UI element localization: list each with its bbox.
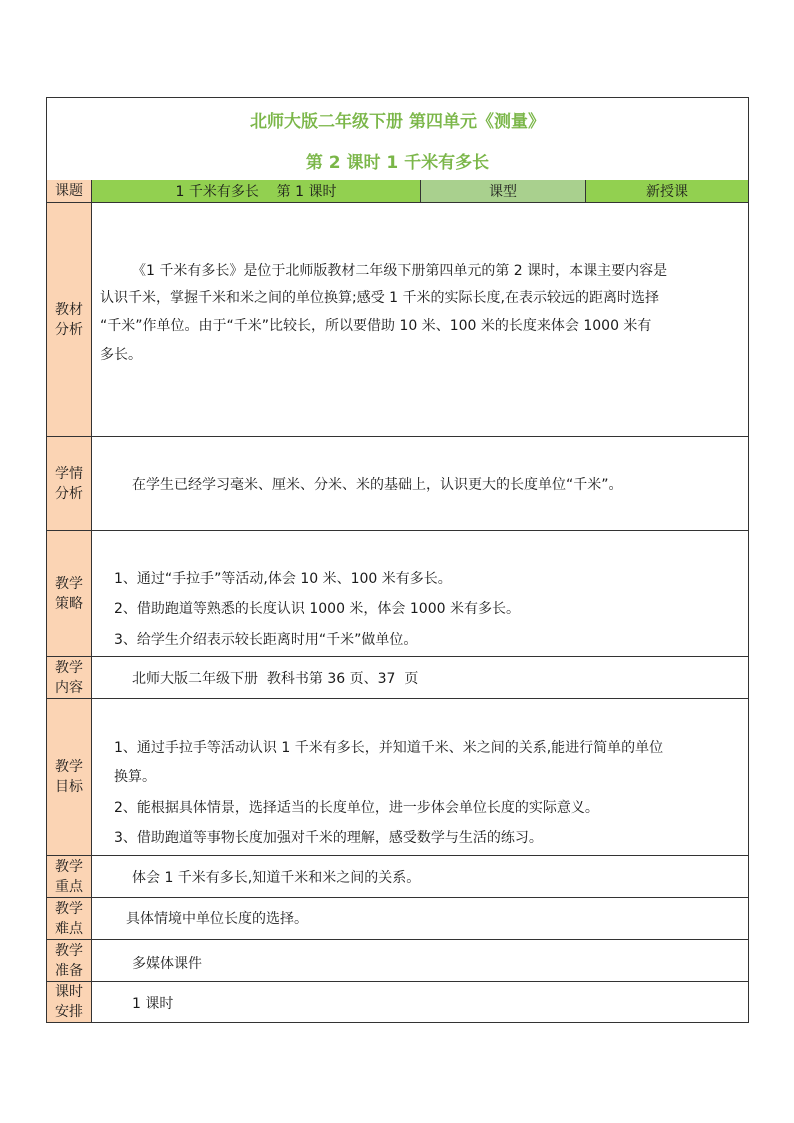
paragraph-line: 在学生已经学习毫米、厘米、分米、米的基础上，认识更大的长度单位“千米”。 [132, 477, 623, 493]
label-line: 重点 [55, 878, 83, 895]
label-line: 教学 [55, 659, 83, 676]
type-value-text: 新授课 [646, 184, 688, 200]
difficulty-label [47, 898, 92, 939]
key-point-content [92, 856, 748, 897]
preparation-content [92, 940, 748, 981]
paragraph-line: 认识千米，掌握千米和米之间的单位换算;感受 1 千米的实际长度,在表示较远的距离时选择 [100, 290, 659, 306]
label-line: 内容 [55, 679, 83, 696]
student-analysis-content [92, 437, 748, 530]
label-line: 分析 [55, 321, 83, 338]
title-block [47, 98, 748, 181]
label-line: 课时 [55, 984, 83, 1000]
topic-value-text: 1 千米有多长 第 1 课时 [175, 184, 337, 200]
teaching-content-row [47, 657, 748, 699]
material-analysis-content [92, 203, 748, 436]
list-item: 2、借助跑道等熟悉的长度认识 1000 米，体会 1000 米有多长。 [114, 601, 520, 617]
label-line: 教学 [55, 575, 83, 592]
preparation-row [47, 940, 748, 982]
document-subtitle: 第 2 课时 1 千米有多长 [305, 153, 490, 173]
type-label-text: 课型 [489, 184, 517, 200]
list-item: 2、能根据具体情景，选择适当的长度单位，进一步体会单位长度的实际意义。 [114, 800, 599, 816]
teaching-strategy-content [92, 531, 748, 656]
list-item: 换算。 [114, 769, 156, 785]
paragraph-line: 多媒体课件 [132, 956, 202, 972]
type-value [586, 180, 748, 202]
list-item: 1、通过“手拉手”等活动,体会 10 米、100 米有多长。 [114, 571, 452, 587]
paragraph-line: 1 课时 [132, 996, 174, 1012]
paragraph-line: 《1 千米有多长》是位于北师版教材二年级下册第四单元的第 2 课时，本课主要内容是 [132, 263, 668, 279]
teaching-strategy-label [47, 531, 92, 656]
paragraph-line: 体会 1 千米有多长,知道千米和米之间的关系。 [132, 870, 421, 886]
topic-value [92, 180, 421, 202]
type-label [421, 180, 586, 202]
teaching-content-content [92, 657, 748, 698]
teaching-content-label [47, 657, 92, 698]
label-line: 准备 [55, 962, 83, 979]
teaching-goals-label [47, 699, 92, 855]
label-line: 教学 [55, 900, 83, 917]
label-line: 安排 [55, 1004, 83, 1020]
material-analysis-row [47, 203, 748, 437]
label-line: 分析 [55, 485, 83, 502]
label-line: 教学 [55, 858, 83, 875]
teaching-goals-content [92, 699, 748, 855]
difficulty-content [92, 898, 748, 939]
label-line: 目标 [55, 779, 83, 795]
teaching-strategy-row [47, 531, 748, 657]
list-item: 3、给学生介绍表示较长距离时用“千米”做单位。 [114, 632, 418, 648]
label-line: 难点 [55, 920, 83, 937]
label-line: 教材 [55, 301, 83, 318]
paragraph-line: “千米”作单位。由于“千米”比较长，所以要借助 10 米、100 米的长度来体会 1000 米有 [100, 318, 652, 334]
material-analysis-label [47, 203, 92, 436]
key-point-label [47, 856, 92, 897]
schedule-label [47, 982, 92, 1022]
label-line: 教学 [55, 942, 83, 959]
paragraph-line: 北师大版二年级下册 教科书第 36 页、37 页 [132, 671, 419, 687]
label-line: 策略 [55, 595, 83, 612]
label-line: 学情 [55, 465, 83, 482]
list-item: 3、借助跑道等事物长度加强对千米的理解，感受数学与生活的练习。 [114, 830, 543, 846]
label-line: 教学 [55, 759, 83, 775]
lesson-plan-table [46, 97, 749, 1023]
topic-label [47, 180, 92, 202]
topic-row [47, 180, 748, 203]
list-item: 1、通过手拉手等活动认识 1 千米有多长，并知道千米、米之间的关系,能进行简单的单位 [114, 740, 664, 756]
paragraph-line: 多长。 [100, 347, 142, 363]
student-analysis-row [47, 437, 748, 531]
student-analysis-label [47, 437, 92, 530]
schedule-content [92, 982, 748, 1022]
topic-label-text: 课题 [55, 183, 83, 199]
key-point-row [47, 856, 748, 898]
teaching-goals-row [47, 699, 748, 856]
schedule-row [47, 982, 748, 1022]
preparation-label [47, 940, 92, 981]
document-title: 北师大版二年级下册 第四单元《测量》 [250, 112, 545, 132]
paragraph-line: 具体情境中单位长度的选择。 [126, 911, 308, 927]
difficulty-row [47, 898, 748, 940]
